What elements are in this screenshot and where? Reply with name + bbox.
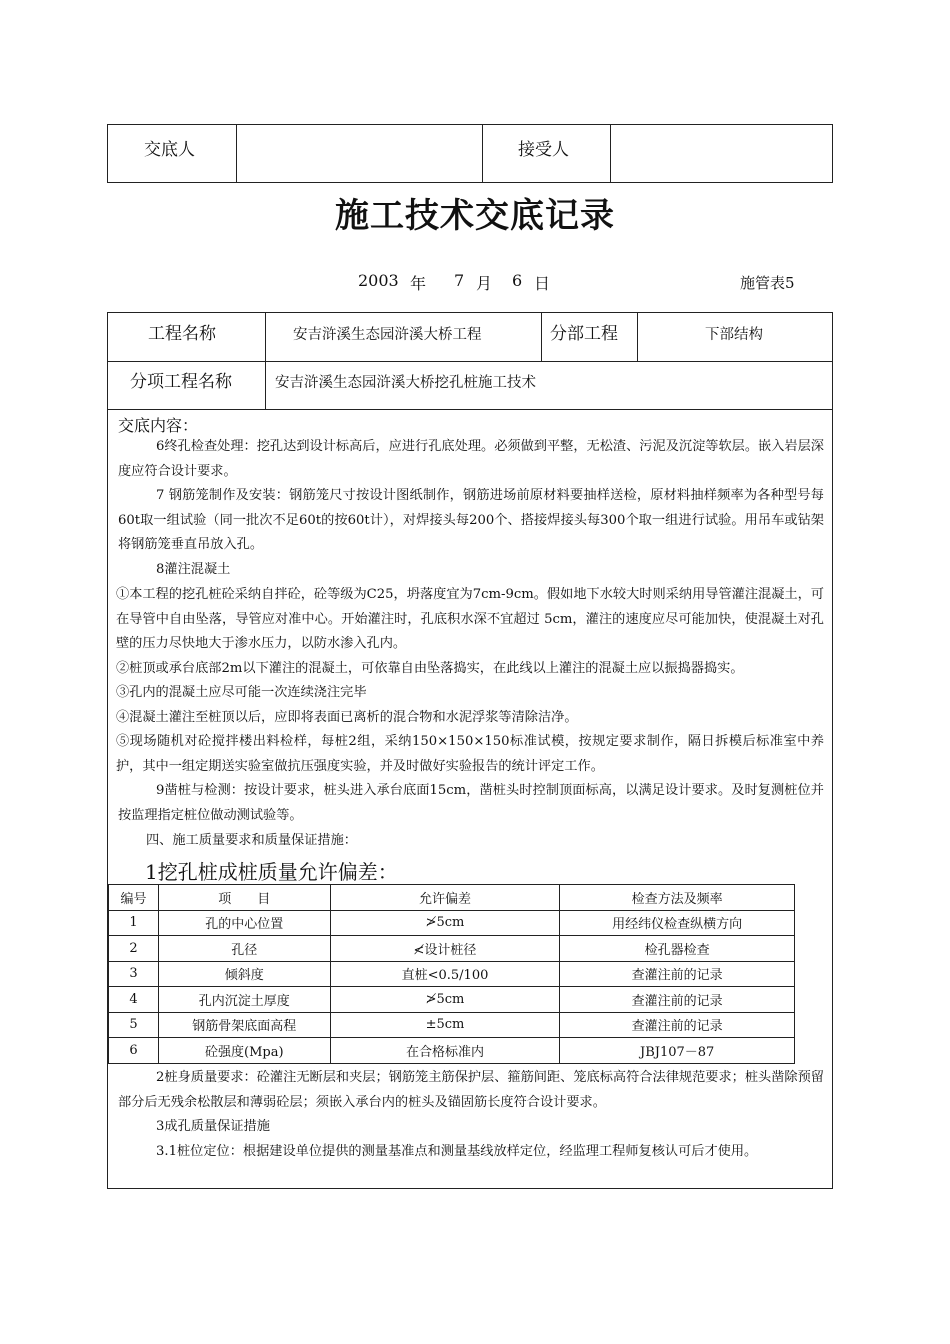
paragraph-3-1: 3.1桩位定位：根据建设单位提供的测量基准点和测量基线放样定位，经监理工程师复核认可后才使用。 xyxy=(156,1144,758,1159)
table-cell: JBJ107－87 xyxy=(560,1038,795,1064)
date-day-unit: 日 xyxy=(534,274,551,293)
page-title: 施工技术交底记录 xyxy=(335,196,615,236)
table-cell: 2 xyxy=(109,936,159,962)
table-cell: 1 xyxy=(109,910,159,936)
sub-project-value: 安吉浒溪生态园浒溪大桥挖孔桩施工技术 xyxy=(275,375,536,391)
table-cell: 孔内沉淀土厚度 xyxy=(158,987,330,1013)
project-name-label: 工程名称 xyxy=(148,324,216,344)
divider xyxy=(108,409,832,410)
divider xyxy=(108,361,832,362)
table-cell: 直桩<0.5/100 xyxy=(330,961,560,987)
table-cell: ≯5cm xyxy=(330,987,560,1013)
table-row xyxy=(109,987,795,1013)
division-label: 分部工程 xyxy=(550,324,618,344)
paragraph-8-4: ④混凝土灌注至桩顶以后，应即将表面已离析的混合物和水泥浮浆等清除洁净。 xyxy=(116,710,578,725)
table-cell: 查灌注前的记录 xyxy=(560,987,795,1013)
table-cell: 查灌注前的记录 xyxy=(560,1012,795,1038)
giver-field[interactable] xyxy=(237,125,481,182)
section-4-heading: 四、施工质量要求和质量保证措施： xyxy=(146,833,357,848)
table-header-row xyxy=(109,885,795,911)
table-row xyxy=(109,961,795,987)
table-header-cell: 允许偏差 xyxy=(330,885,560,911)
form-code: 施管表5 xyxy=(740,274,795,292)
divider xyxy=(482,125,483,182)
table-cell: 查灌注前的记录 xyxy=(560,961,795,987)
table-row xyxy=(109,1038,795,1064)
divider xyxy=(541,313,542,361)
paragraph-8-5: ⑤现场随机对砼搅拌楼出料检样，每桩2组，采纳150×150×150标准试模，按规定要求制作，隔日拆模后标准室中养护，其中一组定期送实验室做抗压强度实验，并及时做好实验报告的统计评定工作。 xyxy=(116,734,824,774)
table-cell: 5 xyxy=(109,1012,159,1038)
date-year: 2003 xyxy=(358,271,399,290)
sub-project-label: 分项工程名称 xyxy=(130,372,232,392)
paragraph-3: 3成孔质量保证措施 xyxy=(156,1119,270,1134)
signature-table xyxy=(107,124,833,183)
table-row xyxy=(109,1012,795,1038)
table-cell: 在合格标准内 xyxy=(330,1038,560,1064)
content-heading: 交底内容： xyxy=(118,416,199,435)
table-cell: ≮设计桩径 xyxy=(330,936,560,962)
table-cell: 孔的中心位置 xyxy=(158,910,330,936)
receiver-label: 接受人 xyxy=(518,140,569,160)
paragraph-8: 8灌注混凝土 xyxy=(156,562,231,577)
receiver-field[interactable] xyxy=(611,125,832,182)
table-cell: ±5cm xyxy=(330,1012,560,1038)
table-header-cell: 项 目 xyxy=(158,885,330,911)
giver-label: 交底人 xyxy=(144,140,195,160)
table-row xyxy=(109,910,795,936)
project-name-value: 安吉浒溪生态园浒溪大桥工程 xyxy=(293,327,482,343)
paragraph-7: 7 钢筋笼制作及安装：钢筋笼尺寸按设计图纸制作，钢筋进场前原材料要抽样送检，原材料抽样频率为各种型号每60t取一组试验（同一批次不足60t的按60t计），对焊接头每200个、搭接焊接头每300个取一组进行试验。用吊车或钻架将钢筋笼垂直吊放入孔。 xyxy=(118,488,824,552)
divider xyxy=(637,313,638,361)
tolerance-heading: 1挖孔桩成桩质量允许偏差： xyxy=(145,860,398,884)
date-month-unit: 月 xyxy=(476,274,493,293)
paragraph-6: 6终孔检查处理：挖孔达到设计标高后，应进行孔底处理。必须做到平整，无松渣、污泥及沉淀等软层。嵌入岩层深度应符合设计要求。 xyxy=(118,439,824,479)
table-cell: 检孔器检查 xyxy=(560,936,795,962)
table-cell: 3 xyxy=(109,961,159,987)
tolerance-table xyxy=(108,884,795,1064)
table-cell: 倾斜度 xyxy=(158,961,330,987)
table-cell: 钢筋骨架底面高程 xyxy=(158,1012,330,1038)
table-cell: 孔径 xyxy=(158,936,330,962)
paragraph-2: 2桩身质量要求：砼灌注无断层和夹层；钢筋笼主筋保护层、箍筋间距、笼底标高符合法律规范要求；桩头凿除预留部分后无残余松散层和薄弱砼层；须嵌入承台内的桩头及锚固筋长度符合设计要求。 xyxy=(118,1070,824,1110)
table-cell: 砼强度(Mpa) xyxy=(158,1038,330,1064)
table-cell: ≯5cm xyxy=(330,910,560,936)
disclosure-form xyxy=(107,312,833,1189)
paragraph-8-1: ①本工程的挖孔桩砼采纳自拌砼，砼等级为C25，坍落度宜为7cm-9cm。假如地下水较大时则采纳用导管灌注混凝土，可在导管中自由坠落，导管应对准中心。开始灌注时，孔底积水深不宜超过 5cm，灌注的速度应尽可能加快，使混凝土对孔壁的压力尽快地大于渗水压力，以防水渗入孔内。 xyxy=(116,587,824,651)
date-day: 6 xyxy=(512,271,523,290)
division-value: 下部结构 xyxy=(705,327,763,343)
paragraph-9: 9凿桩与检测：按设计要求，桩头进入承台底面15cm，凿桩头时控制顶面标高，以满足设计要求。及时复测桩位并按监理指定桩位做动测试验等。 xyxy=(118,783,824,823)
table-cell: 用经纬仪检查纵横方向 xyxy=(560,910,795,936)
table-row xyxy=(109,936,795,962)
table-cell: 4 xyxy=(109,987,159,1013)
paragraph-8-3: ③孔内的混凝土应尽可能一次连续浇注完毕 xyxy=(116,685,367,700)
date-month: 7 xyxy=(454,271,465,290)
table-header-cell: 检查方法及频率 xyxy=(560,885,795,911)
paragraph-8-2: ②桩顶或承台底部2m以下灌注的混凝土，可依靠自由坠落捣实，在此线以上灌注的混凝土应以振捣器捣实。 xyxy=(116,661,744,676)
table-cell: 6 xyxy=(109,1038,159,1064)
date-year-unit: 年 xyxy=(410,274,427,293)
table-header-cell: 编号 xyxy=(109,885,159,911)
